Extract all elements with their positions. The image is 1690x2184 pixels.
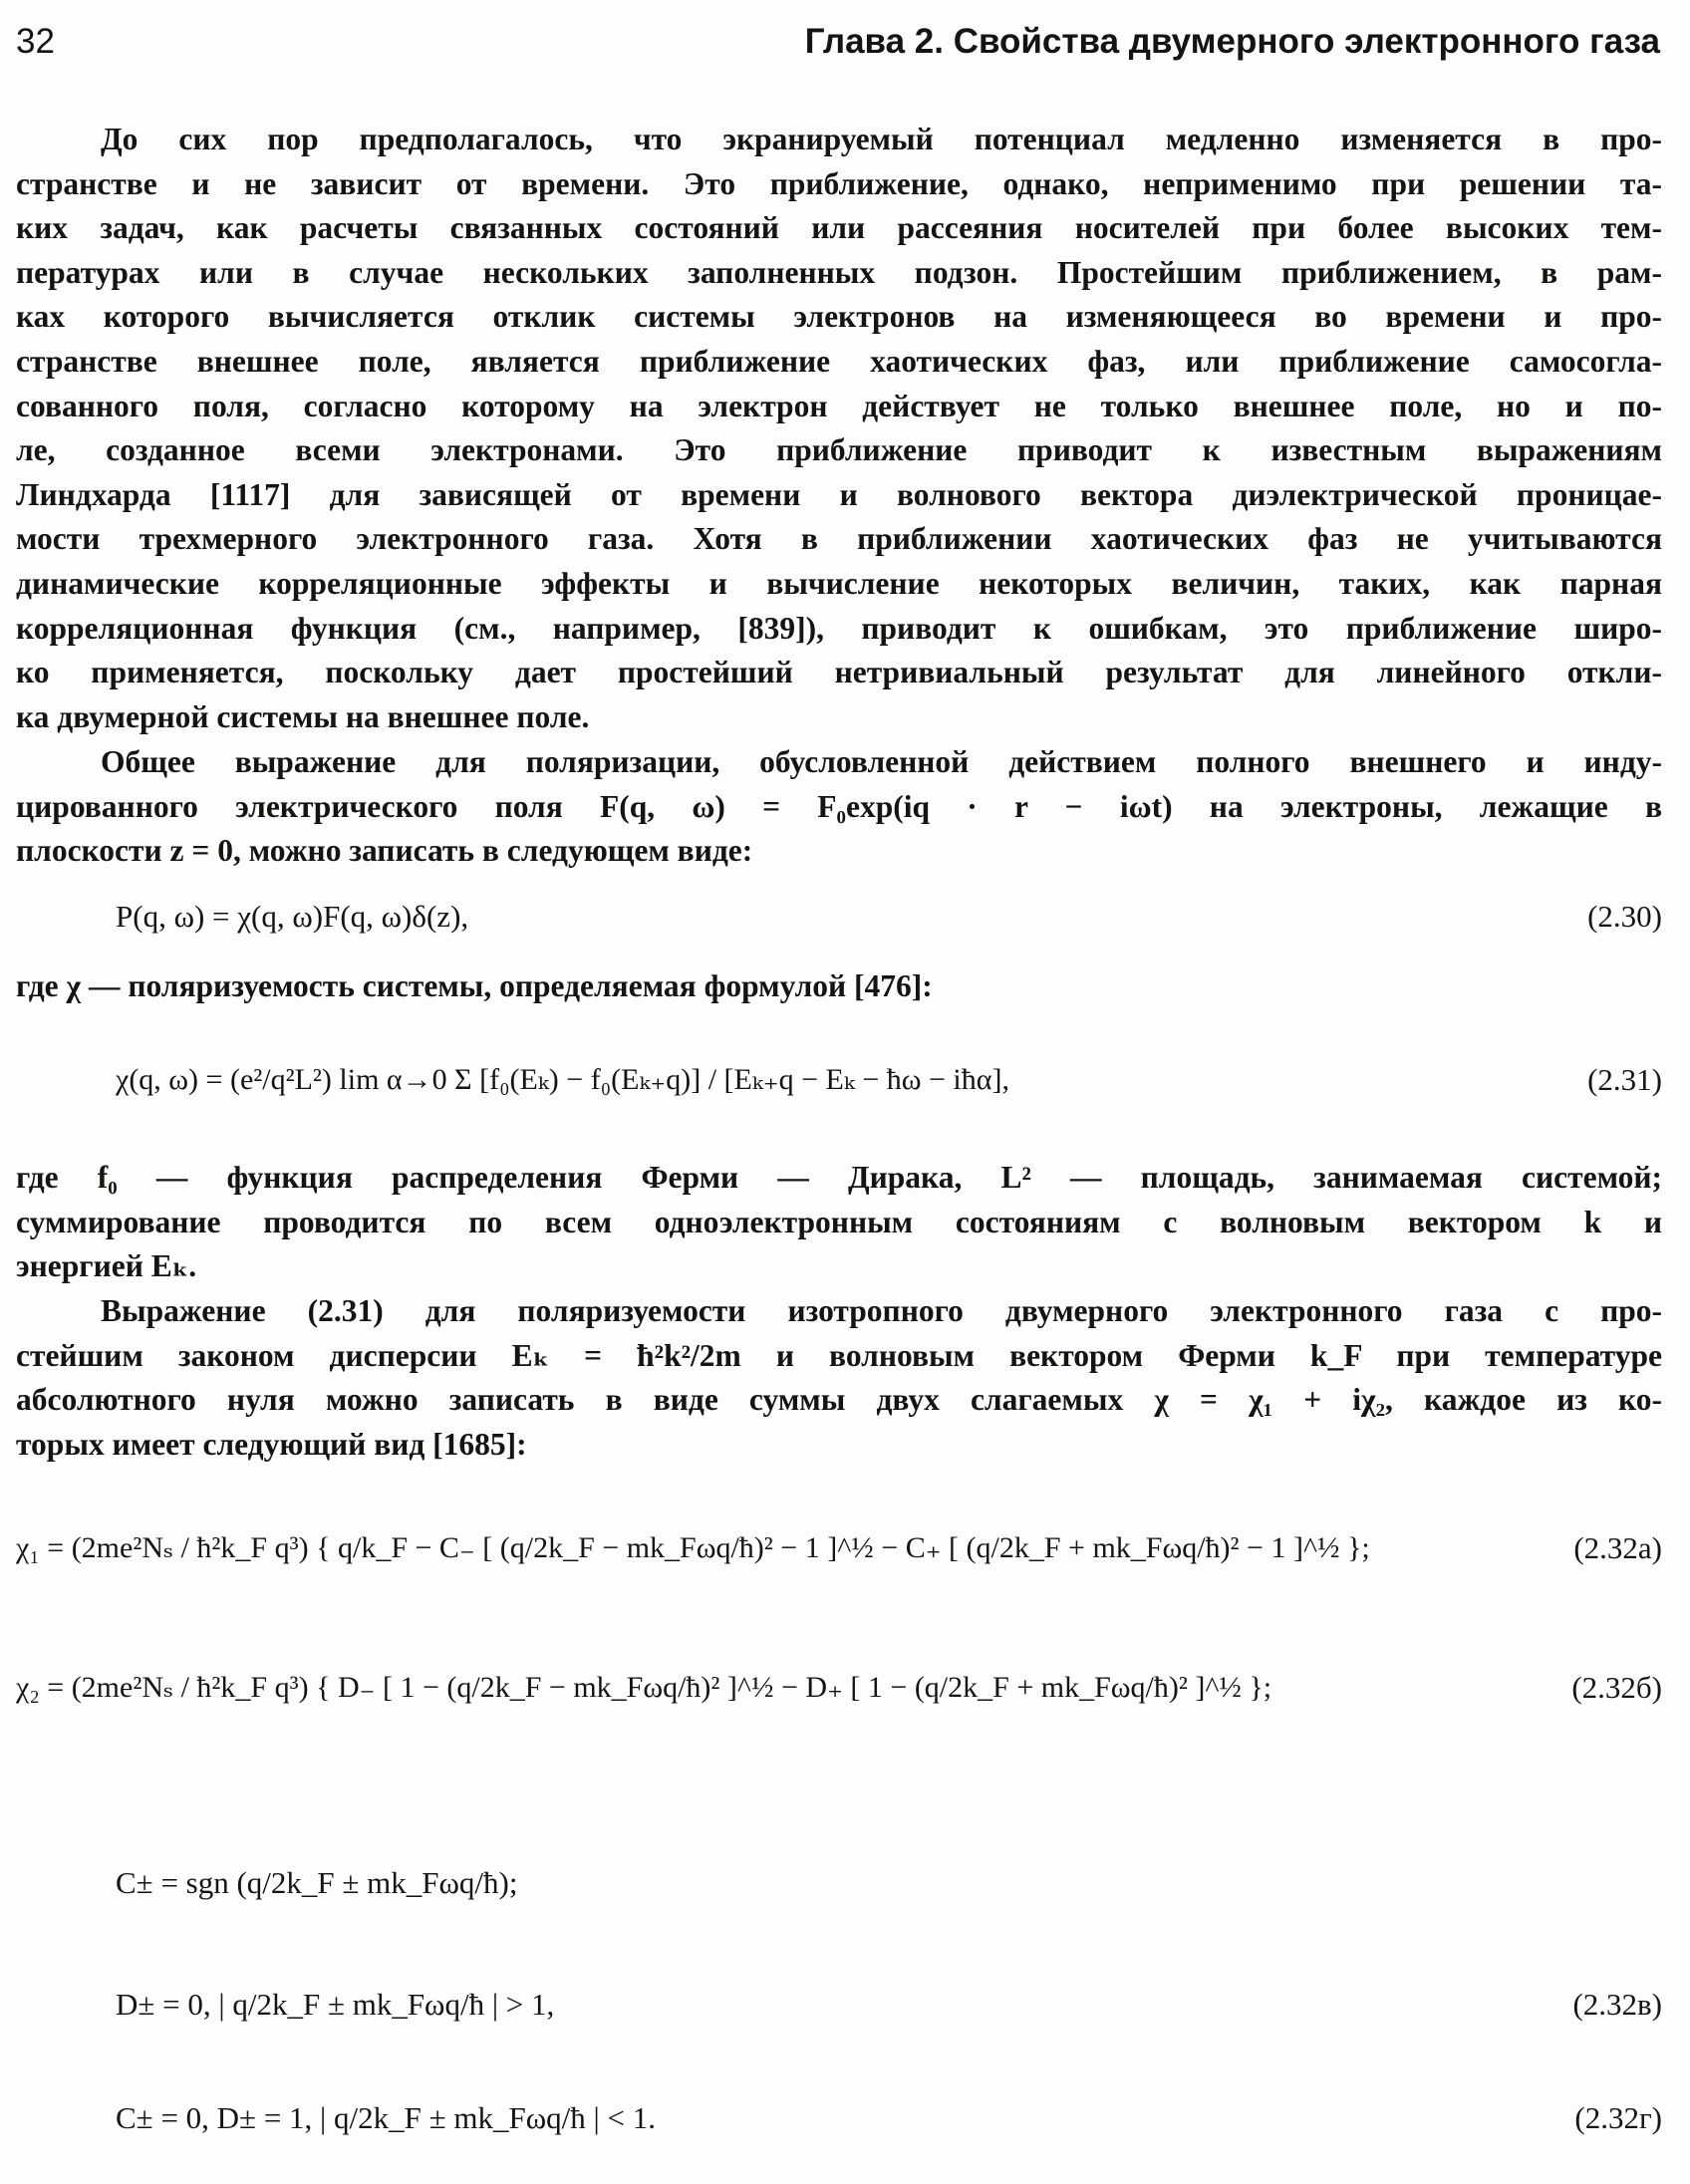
text-line: где χ — поляризуемость системы, определяемая формулой [476]: (16, 968, 933, 1003)
equation-formula: χ₁ = (2me²Nₛ / ħ²k_F q³) { q/k_F − C₋ [ (q/2k_F − mk_Fωq/ħ)² − 1 ]^½ − C₊ [ (q/2k_F + mk_Fωq/ħ)² − 1 ]^½ }; (16, 1531, 1370, 1564)
equation-2-30 (16, 893, 1662, 941)
text-line: странстве и не зависит от времени. Это приближение, однако, неприменимо при решении та- (16, 165, 1662, 201)
equation-number: (2.32г) (1574, 2100, 1662, 2135)
text-line: суммирование проводится по всем одноэлектронным состояниям с волновым вектором k и (16, 1204, 1662, 1239)
page-number: 32 (16, 22, 55, 61)
chapter-title: Глава 2. Свойства двумерного электронного газа (804, 22, 1660, 61)
text-line: пературах или в случае нескольких заполненных подзон. Простейшим приближением, в рам- (16, 254, 1662, 290)
text-line: странстве внешнее поле, является приближение хаотических фаз, или приближение самосогла- (16, 343, 1662, 379)
text-line: торых имеет следующий вид [1685]: (16, 1426, 527, 1462)
equation-c-sign (16, 1859, 1662, 1907)
text-line: мости трехмерного электронного газа. Хотя в приближении хаотических фаз не учитываются (16, 521, 1662, 557)
equation-formula: C± = 0, D± = 1, | q/2k_F ± mk_Fωq/ħ | < 1. (116, 2100, 656, 2135)
text-line: ках которого вычисляется отклик системы электронов на изменяющееся во времени и про- (16, 299, 1662, 335)
text-line: Линдхарда [1117] для зависящей от времени и волнового вектора диэлектрической проницае- (16, 476, 1662, 512)
equation-formula: P(q, ω) = χ(q, ω)F(q, ω)δ(z), (116, 899, 469, 934)
equation-2-32g (16, 2094, 1662, 2142)
equation-2-32v (16, 1981, 1662, 2029)
equation-formula: C± = sgn (q/2k_F ± mk_Fωq/ħ); (116, 1865, 518, 1900)
equation-2-32a (16, 1524, 1662, 1572)
text-line: стейшим законом дисперсии Eₖ = ħ²k²/2m и волновым вектором Ферми k_F при температуре (16, 1337, 1662, 1373)
paragraph-fermi-dirac (16, 1156, 1662, 1289)
paragraph-rpa-intro (16, 118, 1662, 739)
paragraph-chi-def (16, 964, 1662, 1009)
text-line: ких задач, как расчеты связанных состояний или рассеяния носителей при более высоких тем- (16, 210, 1662, 246)
text-line: цированного электрического поля F(q, ω) = F₀exp(iq · r − iωt) на электроны, лежащие в (16, 788, 1662, 824)
equation-formula: D± = 0, | q/2k_F ± mk_Fωq/ħ | > 1, (116, 1987, 555, 2022)
equation-number: (2.31) (1587, 1062, 1662, 1097)
paragraph-isotropic-gas (16, 1289, 1662, 1467)
equation-number: (2.32а) (1573, 1530, 1662, 1565)
text-line: ле, созданное всеми электронами. Это приближение приводит к известным выражениям (16, 432, 1662, 468)
text-line: До сих пор предполагалось, что экранируемый потенциал медленно изменяется в про- (101, 122, 1662, 156)
text-line: плоскости z = 0, можно записать в следующем виде: (16, 833, 753, 869)
text-line: ко применяется, поскольку дает простейший нетривиальный результат для линейного откли- (16, 655, 1662, 690)
equation-number: (2.30) (1587, 899, 1662, 934)
equation-number: (2.32в) (1572, 1987, 1662, 2022)
text-line: корреляционная функция (см., например, [839]), приводит к ошибкам, это приближение широ- (16, 610, 1662, 646)
text-line: Выражение (2.31) для поляризуемости изотропного двумерного электронного газа с про- (101, 1293, 1662, 1328)
text-line: абсолютного нуля можно записать в виде суммы двух слагаемых χ = χ₁ + iχ₂, каждое из ко- (16, 1382, 1662, 1418)
equation-number: (2.32б) (1571, 1670, 1662, 1705)
paragraph-polarization (16, 740, 1662, 874)
text-line: ка двумерной системы на внешнее поле. (16, 698, 590, 734)
text-line: энергией Eₖ. (16, 1248, 197, 1284)
text-line: Общее выражение для поляризации, обусловленной действием полного внешнего и инду- (101, 744, 1662, 779)
text-line: динамические корреляционные эффекты и вычисление некоторых величин, таких, как парная (16, 565, 1662, 601)
text-line: сованного поля, согласно которому на электрон действует не только внешнее поле, но и по- (16, 388, 1662, 423)
equation-2-32b (16, 1664, 1662, 1712)
equation-formula: χ(q, ω) = (e²/q²L²) lim α→0 Σ [f₀(Eₖ) − f₀(Eₖ₊q)] / [Eₖ₊q − Eₖ − ħω − iħα], (116, 1063, 1009, 1096)
equation-2-31 (16, 1056, 1662, 1104)
text-line: где f₀ — функция распределения Ферми — Дирака, L² — площадь, занимаемая системой; (16, 1160, 1662, 1195)
equation-formula: χ₂ = (2me²Nₛ / ħ²k_F q³) { D₋ [ 1 − (q/2k_F − mk_Fωq/ħ)² ]^½ − D₊ [ 1 − (q/2k_F + mk_Fωq/ħ)² ]^½ }; (16, 1671, 1272, 1704)
